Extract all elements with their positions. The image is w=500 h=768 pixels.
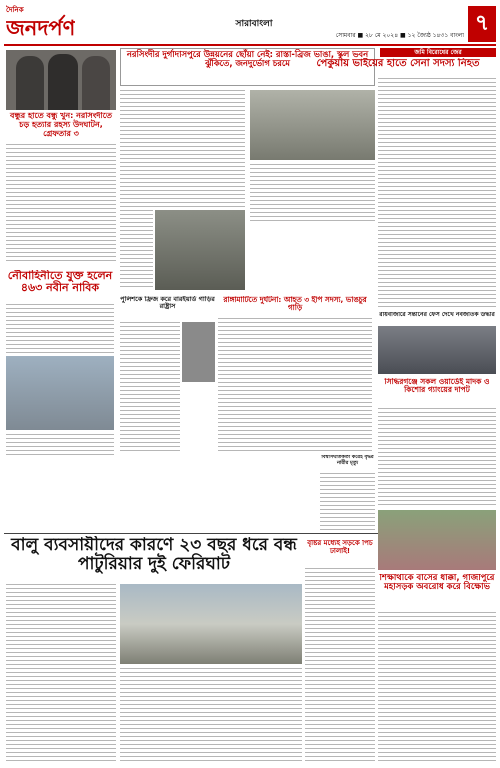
protest-photo <box>378 510 496 570</box>
rangamati-headline: রাঙ্গামাটিতে দুর্ঘটনা: আহত ৩ ইপি সদস্য, ভাঙচুর গাড়ি <box>223 296 367 313</box>
right-kicker-bar <box>380 48 496 57</box>
police-headline: পুলিশকে ফ্রিজ করে বারইয়ার্ড গাড়ির রাষ্ট্রাস <box>120 296 215 311</box>
article-body-8 <box>378 408 496 508</box>
article-body-7 <box>218 318 372 452</box>
article-body-2b <box>250 164 375 224</box>
suspects-photo <box>6 50 116 110</box>
police-photo <box>182 322 215 382</box>
page-number-badge <box>468 6 496 42</box>
article-body-navy-2 <box>6 434 114 458</box>
newborn-headline: রায়বাজারে সন্তানের ফেস দেখে নবজাতক উদ্ধার <box>379 312 495 318</box>
ferry-photo <box>120 584 302 664</box>
road-paving-headline: বৃষ্টির মধ্যেই সড়কে পিচ ঢালাই! <box>307 540 373 555</box>
ferry-headline: বালু ব্যবসায়ীদের কারণে ২৩ বছর ধরে বন্ধ পাটুরিয়ার দুই ফেরিঘাট <box>11 536 297 574</box>
article-body-1 <box>6 144 116 264</box>
right-kicker: জমি বিরোধের জের <box>414 49 462 56</box>
article-body-11 <box>305 568 375 764</box>
center-headline: নরসিংদীর দুর্গাদাসপুরে উন্নয়নের ছোঁয়া নেই: রাস্তা-ব্রিজ ভাঙা, স্কুল ভবন ঝুঁকিতে, জনদুর্ভোগ চরমে <box>126 49 369 69</box>
article-body-10b <box>120 668 302 764</box>
article-body-5 <box>120 322 180 452</box>
issue-date: সোমবার ■ ২৮ মে ২০২৪ ■ ১২ জ্যৈষ্ঠ ১৪৩১ বাংলা <box>335 32 464 39</box>
protest-headline: শিক্ষার্থীকে বাসের ধাক্কা, গাজীপুরে মহাসড়ক অবরোধ করে বিক্ষোভ <box>379 574 495 593</box>
brand-logo <box>4 2 84 42</box>
broken-bridge-photo <box>155 210 245 290</box>
article-body-10 <box>6 584 116 764</box>
oldwoman-headline: বিশ্বাসঘাতকতা করেই বৃদ্ধর নারীর মৃত্যু <box>321 455 374 466</box>
article-body-12 <box>378 612 496 764</box>
section-title: সারাবাংলা <box>235 19 273 29</box>
article-body-2c <box>120 210 153 290</box>
brand-small: দৈনিক <box>6 6 24 14</box>
brand-name: জনদর্পণ <box>6 16 76 40</box>
article-body-9 <box>320 473 375 533</box>
navy-photo <box>6 356 114 430</box>
caption-headline: বন্ধুর হাতে বন্ধু খুন: নরসিংদীতে চড় হত্যার রহস্য উদঘাটন, গ্রেফতার ৩ <box>10 112 112 138</box>
road-photo <box>250 90 375 160</box>
masthead-rule <box>4 44 496 46</box>
crowd-photo <box>378 326 496 374</box>
article-body-2 <box>120 90 245 210</box>
article-body-3 <box>378 78 496 308</box>
navy-headline: নৌবাহিনীতে যুক্ত হলেন ৪৬৩ নবীন নাবিক <box>7 270 113 295</box>
page-number: ৭ <box>474 11 490 36</box>
masthead <box>4 2 496 46</box>
article-body-navy <box>6 304 114 354</box>
gang-headline: সিদ্ধিরগঞ্জে সকল ওয়ার্ডেই মাদক ও কিশোর গ্যাংয়ের দাপট <box>384 378 490 395</box>
army-headline: পেকুয়ায় ভাইয়ের হাতে সেনা সদস্য নিহত <box>316 58 480 69</box>
